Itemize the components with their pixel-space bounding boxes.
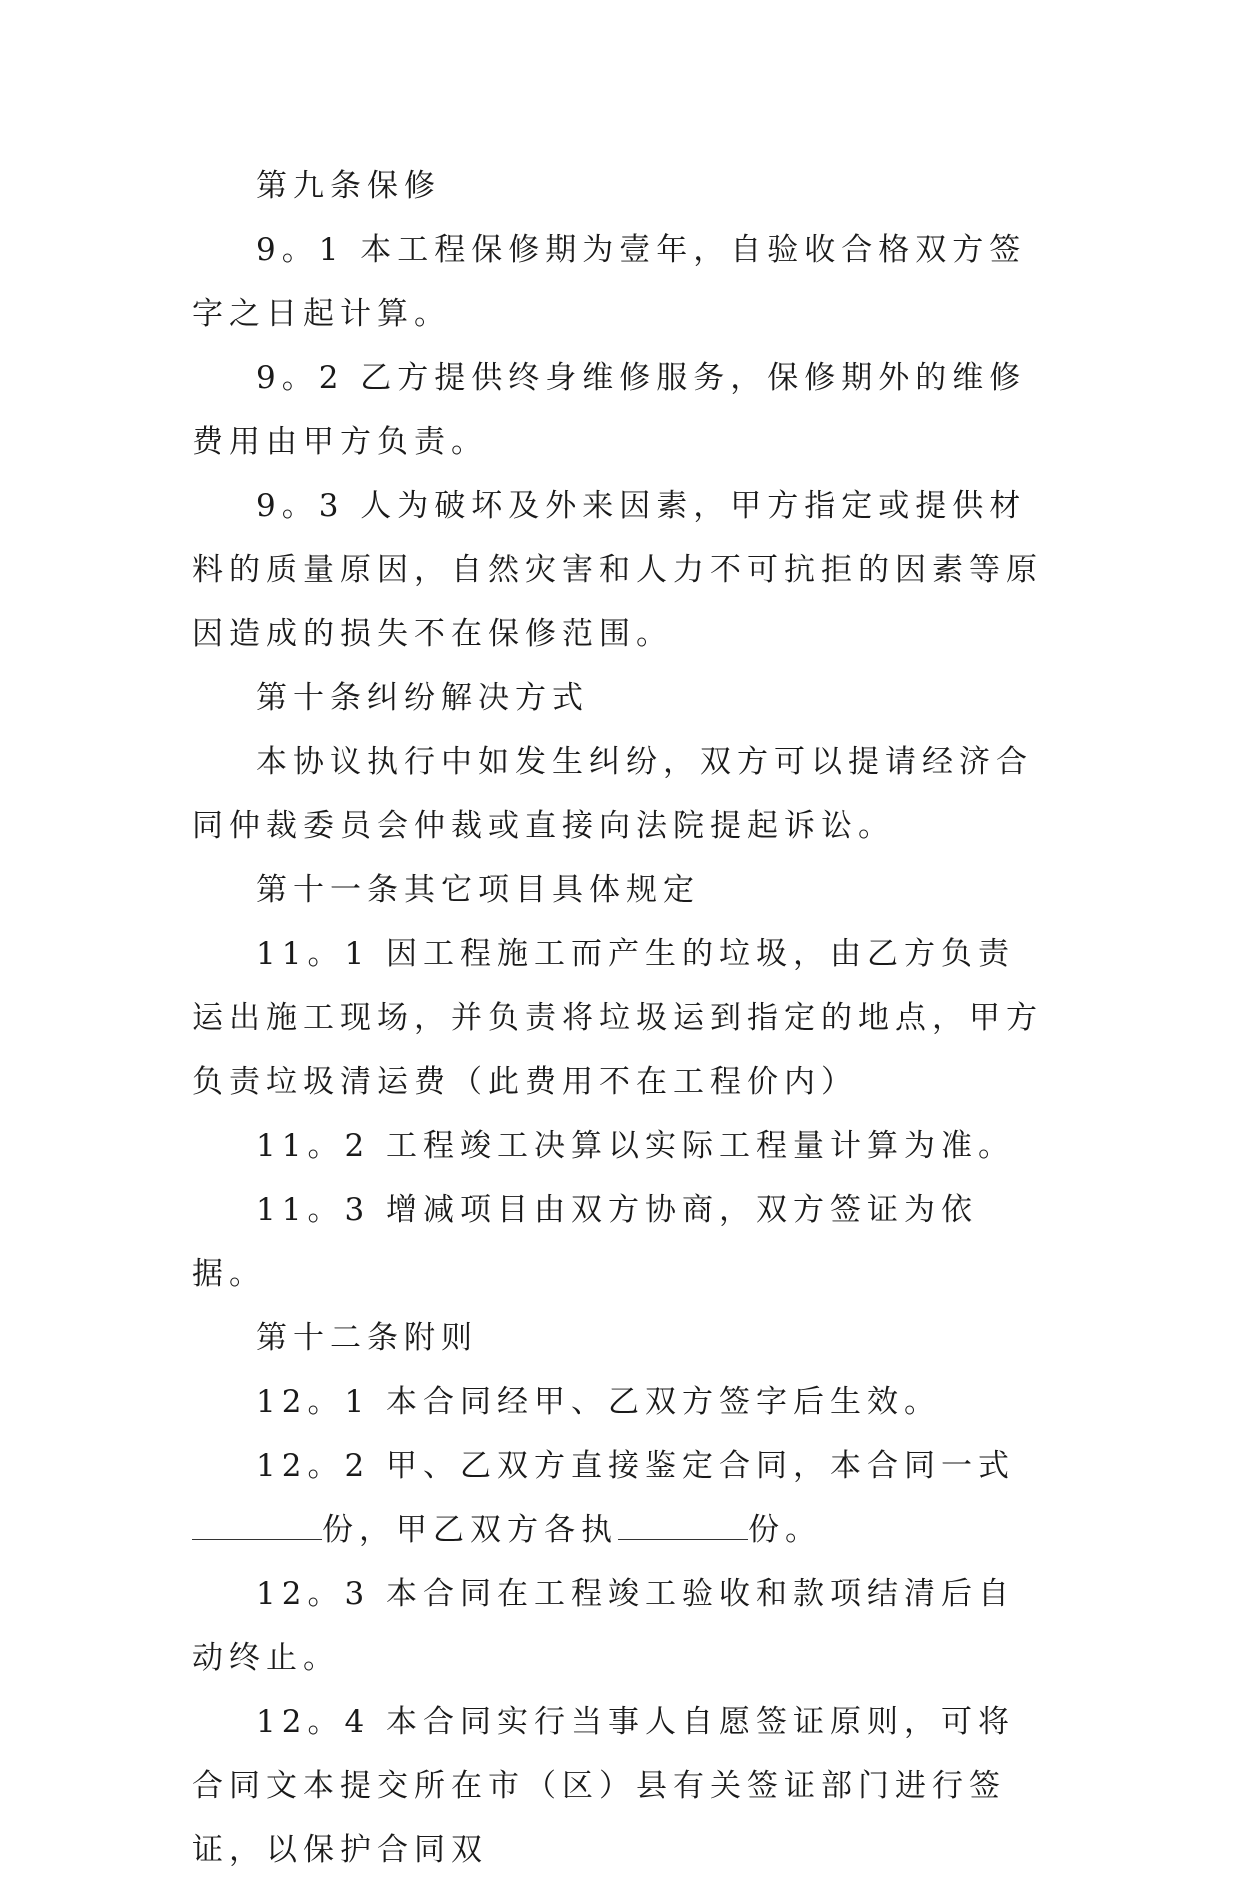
each-copies-blank[interactable] xyxy=(618,1513,748,1540)
clause-12-2-part1: 12。2 甲、乙双方直接鉴定合同，本合同一式 xyxy=(256,1448,1016,1484)
clause-9-2: 9。2 乙方提供终身维修服务，保修期外的维修费用由甲方负责。 xyxy=(192,360,1027,460)
clause-12-1: 12。1 本合同经甲、乙双方签字后生效。 xyxy=(256,1384,942,1420)
article-11-heading: 第十一条其它项目具体规定 xyxy=(256,872,700,908)
clause-12-4: 12。4 本合同实行当事人自愿签证原则，可将合同文本提交所在市（区）县有关签证部门进行签证，以保护合同双 xyxy=(192,1704,1016,1868)
copies-blank[interactable] xyxy=(192,1513,322,1540)
clause-12-2-part3: 份。 xyxy=(748,1512,822,1548)
clause-11-1: 11。1 因工程施工而产生的垃圾，由乙方负责运出施工现场，并负责将垃圾运到指定的地点，甲方负责垃圾清运费（此费用不在工程价内） xyxy=(192,936,1043,1100)
clause-9-3: 9。3 人为破坏及外来因素，甲方指定或提供材料的质量原因，自然灾害和人力不可抗拒的因素等原因造成的损失不在保修范围。 xyxy=(192,488,1043,652)
article-10-heading: 第十条纠纷解决方式 xyxy=(256,680,589,716)
article-9-heading: 第九条保修 xyxy=(256,168,441,204)
article-12-heading: 第十二条附则 xyxy=(256,1320,478,1356)
clause-11-2: 11。2 工程竣工决算以实际工程量计算为准。 xyxy=(256,1128,1016,1164)
clause-9-1: 9。1 本工程保修期为壹年，自验收合格双方签字之日起计算。 xyxy=(192,232,1027,332)
clause-12-2 xyxy=(192,1434,1046,1562)
clause-12-3: 12。3 本合同在工程竣工验收和款项结清后自动终止。 xyxy=(192,1576,1016,1676)
clause-11-3: 11。3 增减项目由双方协商，双方签证为依据。 xyxy=(192,1192,979,1292)
contract-text xyxy=(192,154,1046,1882)
clause-12-2-part2: 份，甲乙双方各执 xyxy=(322,1512,618,1548)
clause-10: 本协议执行中如发生纠纷，双方可以提请经济合同仲裁委员会仲裁或直接向法院提起诉讼。 xyxy=(192,744,1033,844)
